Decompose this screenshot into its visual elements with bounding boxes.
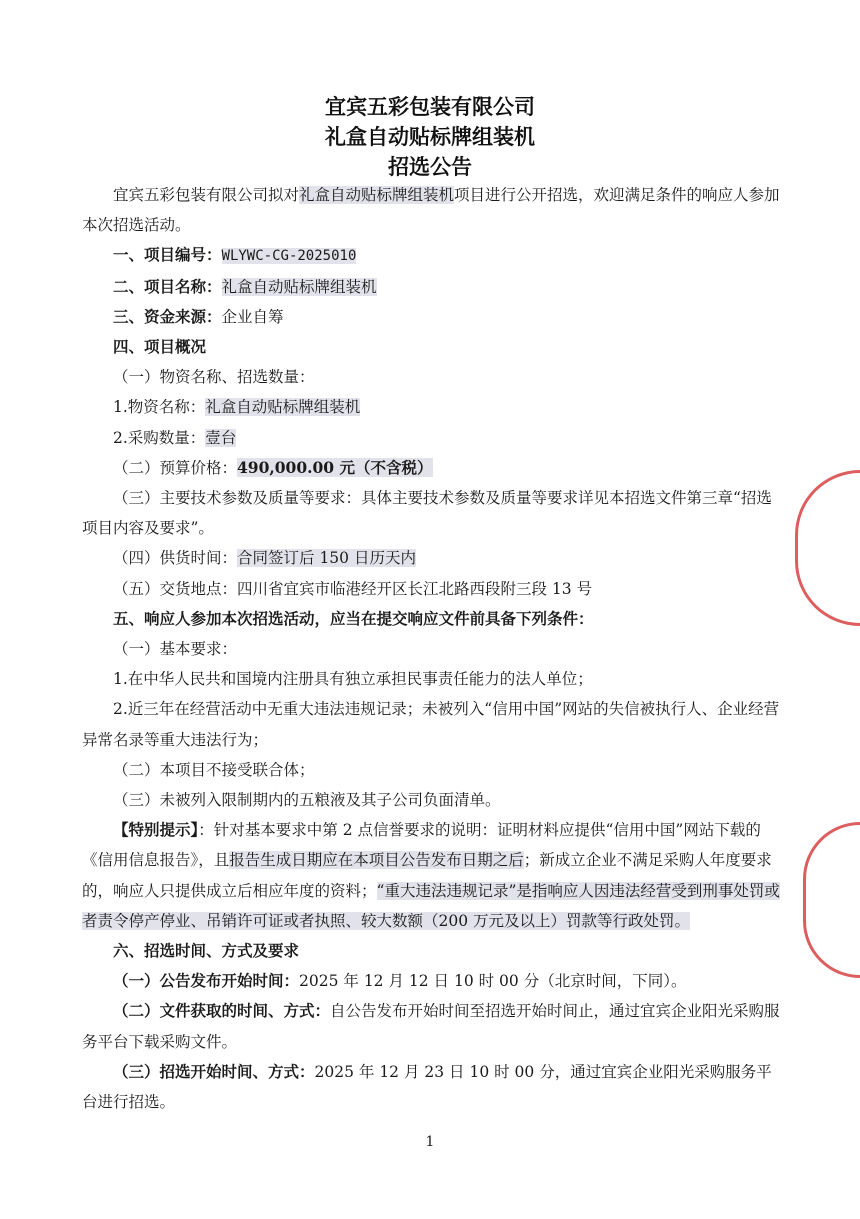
budget-tax-note: （不含税） <box>354 457 433 477</box>
special-notice-label: 【特别提示】 <box>113 820 199 840</box>
project-name: 礼盒自动贴标牌组装机 <box>221 277 377 296</box>
quantity-line: 2.采购数量：壹台 <box>113 428 237 447</box>
file-acquisition-line: （二）文件获取的时间、方式：自公告发布开始时间至招选开始时间止，通过宜宾企业阳光采购服务平台下载采购文件。 <box>82 1001 780 1051</box>
red-seal-stamp-top <box>795 470 860 626</box>
material-quantity-heading: （一）物资名称、招选数量： <box>113 368 315 387</box>
funding-source: 企业自筹 <box>221 307 284 326</box>
supply-time-line: （四）供货时间：合同签订后 150 日历天内 <box>113 549 416 568</box>
selection-start: 2025 年 12 月 23 日 10 时 00 分，通过宜宾企业阳光采购服务平台进行招选。 <box>82 1062 772 1112</box>
budget-line: （二）预算价格：490,000.00 元（不含税） <box>113 457 433 477</box>
project-number-line: 一、项目编号：WLYWC-CG-2025010 <box>113 245 357 265</box>
supply-time: 合同签订后 150 日历天内 <box>237 549 416 568</box>
project-name-line: 二、项目名称：礼盒自动贴标牌组装机 <box>113 276 377 296</box>
requirement-1: 1.在中华人民共和国境内注册具有独立承担民事责任能力的法人单位； <box>113 670 593 689</box>
publish-time-line: （一）公告发布开始时间：2025 年 12 月 12 日 10 时 00 分（北京时间，下同）。 <box>113 971 687 991</box>
announcement-type: 招选公告 <box>388 154 472 179</box>
section-5-heading: 五、响应人参加本次招选活动，应当在提交响应文件前具备下列条件： <box>113 608 594 628</box>
intro-paragraph: 宜宾五彩包装有限公司拟对礼盒自动贴标牌组装机项目进行公开招选，欢迎满足条件的响应人参加本次招选活动。 <box>82 186 780 235</box>
basic-requirements-heading: （一）基本要求： <box>113 640 238 659</box>
technical-requirements: （三）主要技术参数及质量等要求：具体主要技术参数及质量等要求详见本招选文件第三章“招选项目内容及要求”。 <box>82 489 772 538</box>
page-number: 1 <box>425 1134 435 1150</box>
project-title: 礼盒自动贴标牌组装机 <box>325 124 535 149</box>
negative-list: （三）未被列入限制期内的五粮液及其子公司负面清单。 <box>113 791 501 810</box>
funding-line: 三、资金来源：企业自筹 <box>113 306 284 326</box>
company-title: 宜宾五彩包装有限公司 <box>325 94 535 119</box>
section-4-heading: 四、项目概况 <box>113 337 207 357</box>
file-acquisition: 自公告发布开始时间至招选开始时间止，通过宜宾企业阳光采购服务平台下载采购文件。 <box>82 1002 780 1051</box>
section-6-heading: 六、招选时间、方式及要求 <box>113 941 300 961</box>
quantity-value: 壹台 <box>205 428 237 447</box>
special-notice: 【特别提示】：针对基本要求中第 2 点信誉要求的说明：证明材料应提供“信用中国”网站下载的《信用信息报告》，且报告生成日期应在本项目公告发布日期之后；新成立企业不满足采购人年度要求的，响应人只提供成立后相应年度的资料；“重大违法违规记录”是指响应人因违法经营受到刑事处罚或者责令停产停业、吊销许可证或者执照、较大数额（200 万元及以上）罚款等行政处罚。 <box>82 820 780 930</box>
delivery-place: （五）交货地点：四川省宜宾市临港经开区长江北路西段附三段 13 号 <box>113 579 593 598</box>
requirement-2: 2.近三年在经营活动中无重大违法违规记录；未被列入“信用中国”网站的失信被执行人、企业经营异常名录等重大违法行为； <box>82 700 780 749</box>
document-body <box>82 180 782 1117</box>
intro-project-name: 礼盒自动贴标牌组装机 <box>299 186 455 204</box>
red-seal-stamp-bottom <box>803 822 860 978</box>
material-name-line: 1.物资名称：礼盒自动贴标牌组装机 <box>113 398 361 417</box>
no-consortium: （二）本项目不接受联合体； <box>113 760 315 779</box>
publish-time: 2025 年 12 月 12 日 10 时 00 分（北京时间，下同）。 <box>299 972 687 991</box>
material-name: 礼盒自动贴标牌组装机 <box>205 398 361 417</box>
budget-value: 490,000.00 元 <box>237 457 355 477</box>
selection-start-line: （三）招选开始时间、方式：2025 年 12 月 23 日 10 时 00 分，通过宜宾企业阳光采购服务平台进行招选。 <box>82 1061 772 1112</box>
project-number: WLYWC-CG-2025010 <box>221 248 357 265</box>
